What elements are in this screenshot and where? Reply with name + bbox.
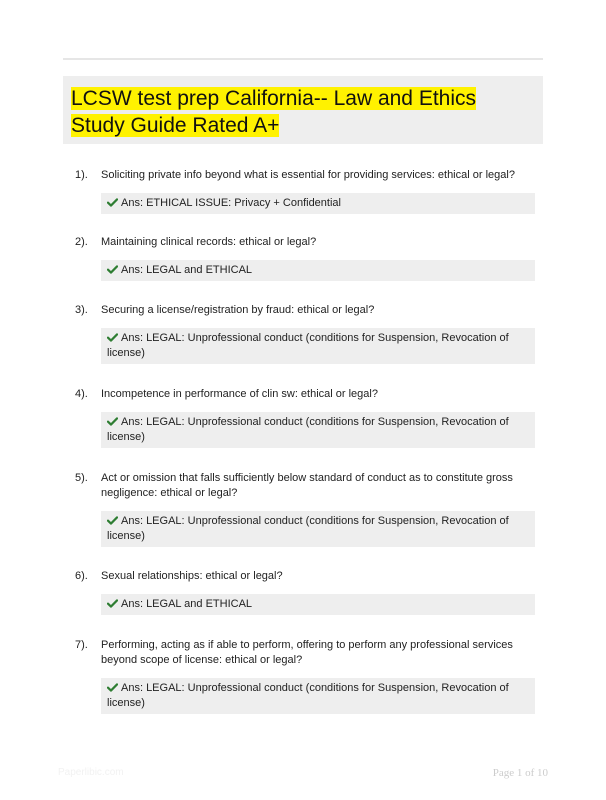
question-number-2: 2). (75, 236, 88, 248)
question-number-1: 1). (75, 169, 88, 181)
question-text-2: Maintaining clinical records: ethical or legal? (101, 236, 317, 248)
qa-list (63, 168, 543, 718)
question-number-5: 5). (75, 472, 88, 484)
question-7 (63, 638, 543, 668)
qa-item-6 (63, 569, 543, 638)
answer-box-4 (101, 412, 535, 448)
answer-text-6: Ans: LEGAL and ETHICAL (121, 598, 253, 610)
qa-item-5 (63, 471, 543, 569)
page-title-text: LCSW test prep California-- Law and Ethics Study Guide Rated A+ (71, 87, 476, 137)
check-icon (107, 333, 118, 342)
answer-box-3 (101, 328, 535, 364)
qa-item-7 (63, 638, 543, 718)
page-number: Page 1 of 10 (492, 767, 548, 779)
qa-item-1 (63, 168, 543, 235)
answer-text-7: Ans: LEGAL: Unprofessional conduct (conditions for Suspension, Revocation of license) (107, 682, 509, 709)
question-1 (63, 168, 543, 183)
answer-text-2: Ans: LEGAL and ETHICAL (121, 264, 253, 276)
check-icon (107, 198, 118, 207)
answer-text-5: Ans: LEGAL: Unprofessional conduct (conditions for Suspension, Revocation of license) (107, 515, 509, 542)
question-number-6: 6). (75, 570, 88, 582)
answer-text-4: Ans: LEGAL: Unprofessional conduct (conditions for Suspension, Revocation of license) (107, 416, 509, 443)
qa-item-4 (63, 387, 543, 471)
check-icon (107, 599, 118, 608)
answer-text-3: Ans: LEGAL: Unprofessional conduct (conditions for Suspension, Revocation of license) (107, 332, 509, 359)
top-divider (63, 58, 543, 60)
question-text-5: Act or omission that falls sufficiently below standard of conduct as to constitute gross negligence: ethical or legal? (101, 472, 513, 499)
question-text-4: Incompetence in performance of clin sw: ethical or legal? (101, 388, 378, 400)
question-3 (63, 303, 543, 318)
qa-item-3 (63, 303, 543, 387)
check-icon (107, 683, 118, 692)
answer-box-5 (101, 511, 535, 547)
qa-item-2 (63, 235, 543, 303)
question-number-7: 7). (75, 639, 88, 651)
page-title (71, 85, 535, 139)
answer-box-1 (101, 193, 535, 214)
question-4 (63, 387, 543, 402)
question-text-3: Securing a license/registration by fraud: ethical or legal? (101, 304, 375, 316)
question-6 (63, 569, 543, 584)
question-text-7: Performing, acting as if able to perform, offering to perform any professional services beyond scope of license: ethical or legal? (101, 639, 513, 666)
question-number-4: 4). (75, 388, 88, 400)
question-text-1: Soliciting private info beyond what is essential for providing services: ethical or legal? (101, 169, 515, 181)
answer-box-6 (101, 594, 535, 615)
question-text-6: Sexual relationships: ethical or legal? (101, 570, 283, 582)
answer-text-1: Ans: ETHICAL ISSUE: Privacy + Confidential (121, 197, 341, 209)
question-5 (63, 471, 543, 501)
title-block (63, 76, 543, 144)
answer-box-2 (101, 260, 535, 281)
question-number-3: 3). (75, 304, 88, 316)
answer-box-7 (101, 678, 535, 714)
question-2 (63, 235, 543, 250)
check-icon (107, 265, 118, 274)
check-icon (107, 417, 118, 426)
check-icon (107, 516, 118, 525)
footer-watermark: Paperlibic.com (58, 767, 124, 778)
